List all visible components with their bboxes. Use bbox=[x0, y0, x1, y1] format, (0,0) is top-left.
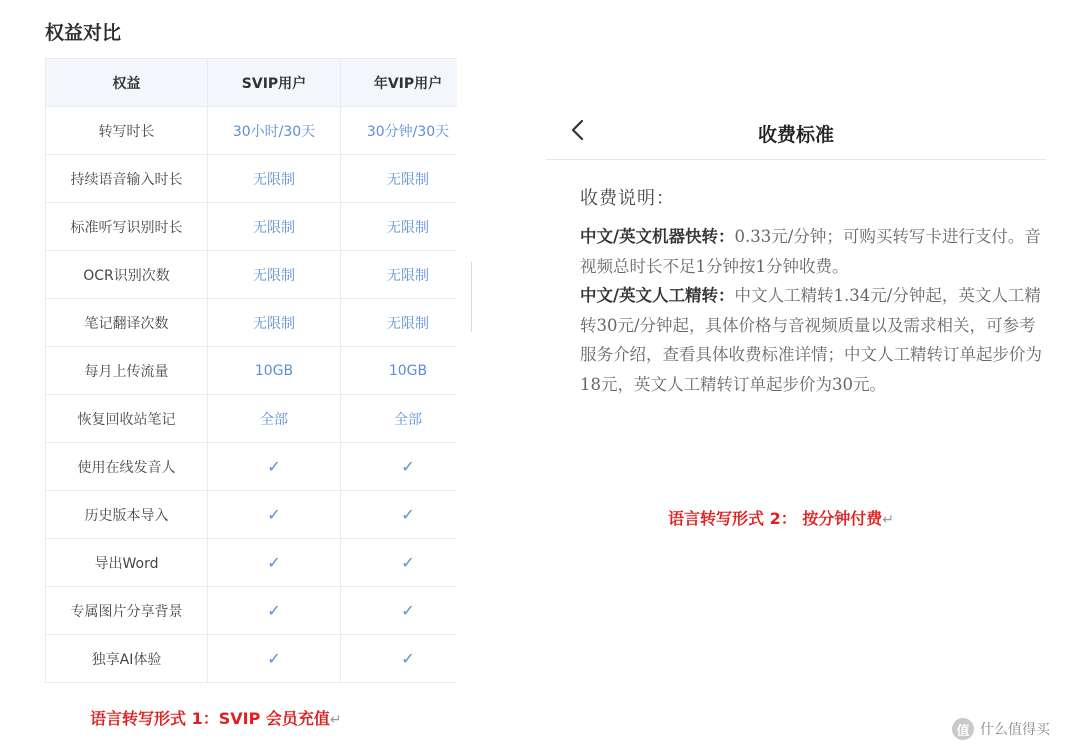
benefit-name-cell: 每月上传流量 bbox=[46, 347, 208, 395]
benefits-comparison-title: 权益对比 bbox=[45, 22, 122, 44]
benefits-table-body bbox=[46, 107, 458, 683]
return-mark: ↵ bbox=[329, 712, 342, 728]
svip-value-cell: ✓ bbox=[208, 539, 341, 587]
benefits-table bbox=[45, 58, 457, 683]
annual-vip-value-cell: ✓ bbox=[341, 635, 458, 683]
svip-value-cell: 全部 bbox=[208, 395, 341, 443]
benefit-name-cell: 笔记翻译次数 bbox=[46, 299, 208, 347]
table-row bbox=[46, 251, 458, 299]
benefit-name-cell: 标准听写识别时长 bbox=[46, 203, 208, 251]
benefit-name-cell: 历史版本导入 bbox=[46, 491, 208, 539]
machine-transcription-text: 0.33元/分钟；可购买转写卡进行支付。音视频总时长不足1分钟按1分钟收费。 bbox=[580, 227, 1041, 276]
svip-value-cell: 10GB bbox=[208, 347, 341, 395]
benefit-name-cell: OCR识别次数 bbox=[46, 251, 208, 299]
svip-value-cell: 无限制 bbox=[208, 299, 341, 347]
table-header-row bbox=[46, 59, 458, 107]
fee-description-body bbox=[580, 222, 1042, 399]
table-row bbox=[46, 635, 458, 683]
machine-transcription-paragraph bbox=[580, 222, 1042, 281]
svip-value-cell: 无限制 bbox=[208, 203, 341, 251]
benefit-name-cell: 转写时长 bbox=[46, 107, 208, 155]
header-annual-vip: 年VIP用户 bbox=[341, 59, 458, 107]
annual-vip-value-cell: ✓ bbox=[341, 491, 458, 539]
table-row bbox=[46, 107, 458, 155]
header-svip: SVIP用户 bbox=[208, 59, 341, 107]
caption-form-2 bbox=[668, 506, 894, 529]
benefit-name-cell: 专属图片分享背景 bbox=[46, 587, 208, 635]
divider-bracket bbox=[466, 262, 472, 332]
svip-value-cell: ✓ bbox=[208, 587, 341, 635]
human-transcription-label: 中文/英文人工精转： bbox=[580, 286, 735, 305]
return-mark: ↵ bbox=[882, 512, 895, 528]
benefit-name-cell: 使用在线发音人 bbox=[46, 443, 208, 491]
annual-vip-value-cell: 无限制 bbox=[341, 251, 458, 299]
table-row bbox=[46, 155, 458, 203]
benefit-name-cell: 导出Word bbox=[46, 539, 208, 587]
annual-vip-value-cell: 无限制 bbox=[341, 299, 458, 347]
table-row bbox=[46, 347, 458, 395]
annual-vip-value-cell: 无限制 bbox=[341, 203, 458, 251]
machine-transcription-label: 中文/英文机器快转： bbox=[580, 227, 735, 246]
benefit-name-cell: 独享AI体验 bbox=[46, 635, 208, 683]
human-transcription-text: 中文人工精转1.34元/分钟起，英文人工精转30元/分钟起，具体价格与音视频质量以及需求相关，可参考服务介绍，查看具体收费标准详情；中文人工精转订单起步价为18元，英文人工精转订单起步价为30元。 bbox=[580, 286, 1042, 394]
svip-value-cell: 无限制 bbox=[208, 155, 341, 203]
watermark bbox=[952, 718, 1050, 740]
table-row bbox=[46, 443, 458, 491]
annual-vip-value-cell: 30分钟/30天 bbox=[341, 107, 458, 155]
watermark-logo: 值 bbox=[952, 718, 974, 740]
annual-vip-value-cell: ✓ bbox=[341, 539, 458, 587]
benefit-name-cell: 恢复回收站笔记 bbox=[46, 395, 208, 443]
svip-value-cell: ✓ bbox=[208, 491, 341, 539]
human-transcription-paragraph bbox=[580, 281, 1042, 399]
caption-form-1-text: 语言转写形式 1：SVIP 会员充值 bbox=[90, 709, 330, 728]
benefit-name-cell: 持续语音输入时长 bbox=[46, 155, 208, 203]
annual-vip-value-cell: ✓ bbox=[341, 587, 458, 635]
table-row bbox=[46, 491, 458, 539]
table-row bbox=[46, 587, 458, 635]
table-row bbox=[46, 395, 458, 443]
svip-value-cell: 30小时/30天 bbox=[208, 107, 341, 155]
annual-vip-value-cell: 无限制 bbox=[341, 155, 458, 203]
fee-standard-header bbox=[546, 108, 1046, 160]
caption-form-1 bbox=[90, 706, 342, 729]
caption-form-2-text: 语言转写形式 2： 按分钟付费 bbox=[668, 509, 883, 528]
svip-value-cell: 无限制 bbox=[208, 251, 341, 299]
annual-vip-value-cell: 10GB bbox=[341, 347, 458, 395]
annual-vip-value-cell: 全部 bbox=[341, 395, 458, 443]
benefits-table-container bbox=[45, 58, 457, 683]
table-row bbox=[46, 203, 458, 251]
page-title: 收费标准 bbox=[757, 124, 834, 146]
svip-value-cell: ✓ bbox=[208, 635, 341, 683]
fee-description-heading: 收费说明： bbox=[580, 188, 675, 209]
header-benefit: 权益 bbox=[46, 59, 208, 107]
svip-value-cell: ✓ bbox=[208, 443, 341, 491]
annual-vip-value-cell: ✓ bbox=[341, 443, 458, 491]
table-row bbox=[46, 299, 458, 347]
watermark-text: 什么值得买 bbox=[980, 722, 1050, 738]
table-row bbox=[46, 539, 458, 587]
